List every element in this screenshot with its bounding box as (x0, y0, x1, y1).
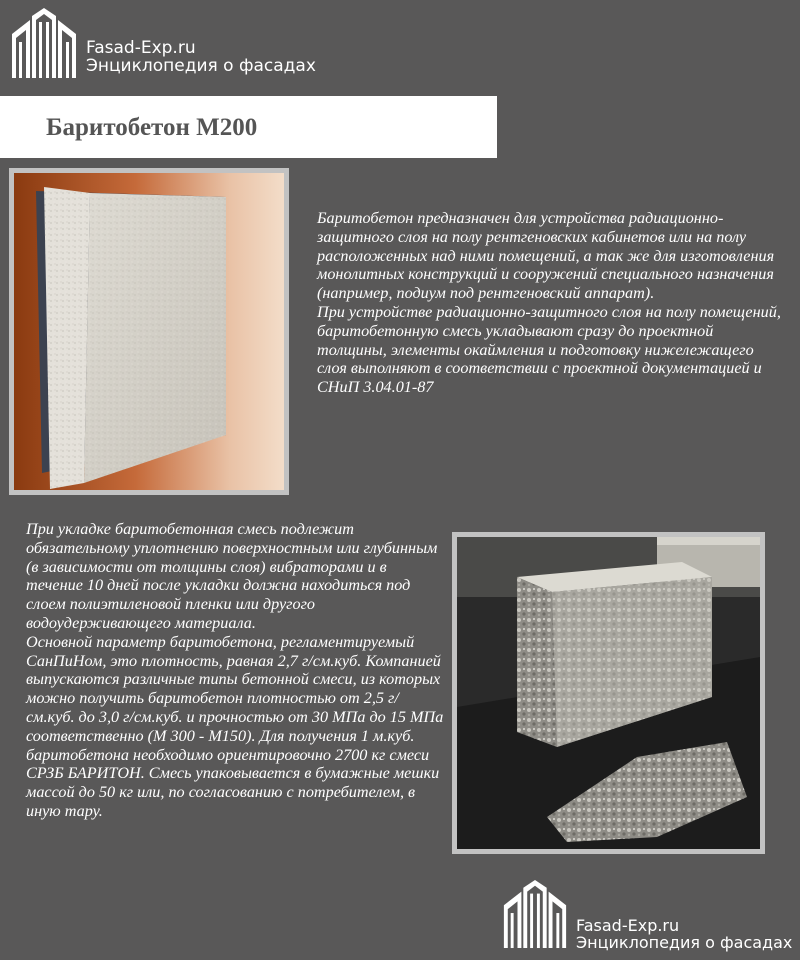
site-name: Fasad-Exp.ru (86, 38, 196, 58)
title-band (0, 96, 497, 158)
details-paragraph (26, 520, 446, 821)
details-paragraph-line: Основной параметр баритобетона, регламентируемый СанПиНом, это плотность, равная 2,7 г/см.куб. Компанией выпускаются различные типы бетонной смеси, из которых можно получить баритобетон плотностью от 2,5 г/см.куб. до 3,0 г/см.куб. и прочностью от 30 МПа до 15 МПа соответственно (М 300 - М150). Для получения 1 м.куб. баритобетона необходимо ориентировочно 2700 кг смеси СРЗБ БАРИТОН. Смесь упаковывается в бумажные мешки массой до 50 кг или, по согласованию с потребителем, в иную тару. (26, 632, 444, 820)
building-columns-icon (500, 878, 570, 950)
site-tagline: Энциклопедия о фасадах (86, 55, 316, 76)
site-logo-header[interactable] (8, 8, 316, 78)
site-tagline: Энциклопедия о фасадах (576, 932, 793, 952)
barite-concrete-slab-photo (9, 168, 289, 495)
barite-concrete-cube-photo (452, 532, 765, 854)
site-logo-footer[interactable] (500, 878, 792, 952)
intro-paragraph-line: При устройстве радиационно-защитного слоя на полу помещений, баритобетонную смесь укладывают сразу до проектной толщины, элементы окаймления и подготовку нижележащего слоя выполняют в соответствии с проектной документацией и СНиП 3.04.01-87 (317, 302, 781, 397)
site-name: Fasad-Exp.ru (576, 916, 680, 935)
building-columns-icon (8, 8, 80, 78)
intro-paragraph (317, 209, 785, 397)
page-title: Баритобетон М200 (46, 114, 258, 141)
intro-paragraph-line: Баритобетон предназначен для устройства радиационно-защитного слоя на полу рентгеновских кабинетов или на полу расположенных над ними помещений, а так же для изготовления монолитных конструкций и сооружений специального назначения (например, подиум под рентгеновский аппарат). (317, 209, 775, 303)
details-paragraph-line: При укладке баритобетонная смесь подлежит обязательному уплотнению поверхностным или глубинным (в зависимости от толщины слоя) вибраторами и в течение 10 дней после укладки должна находиться под слоем полиэтиленовой пленки или другого водоудерживающего материала. (26, 520, 438, 632)
